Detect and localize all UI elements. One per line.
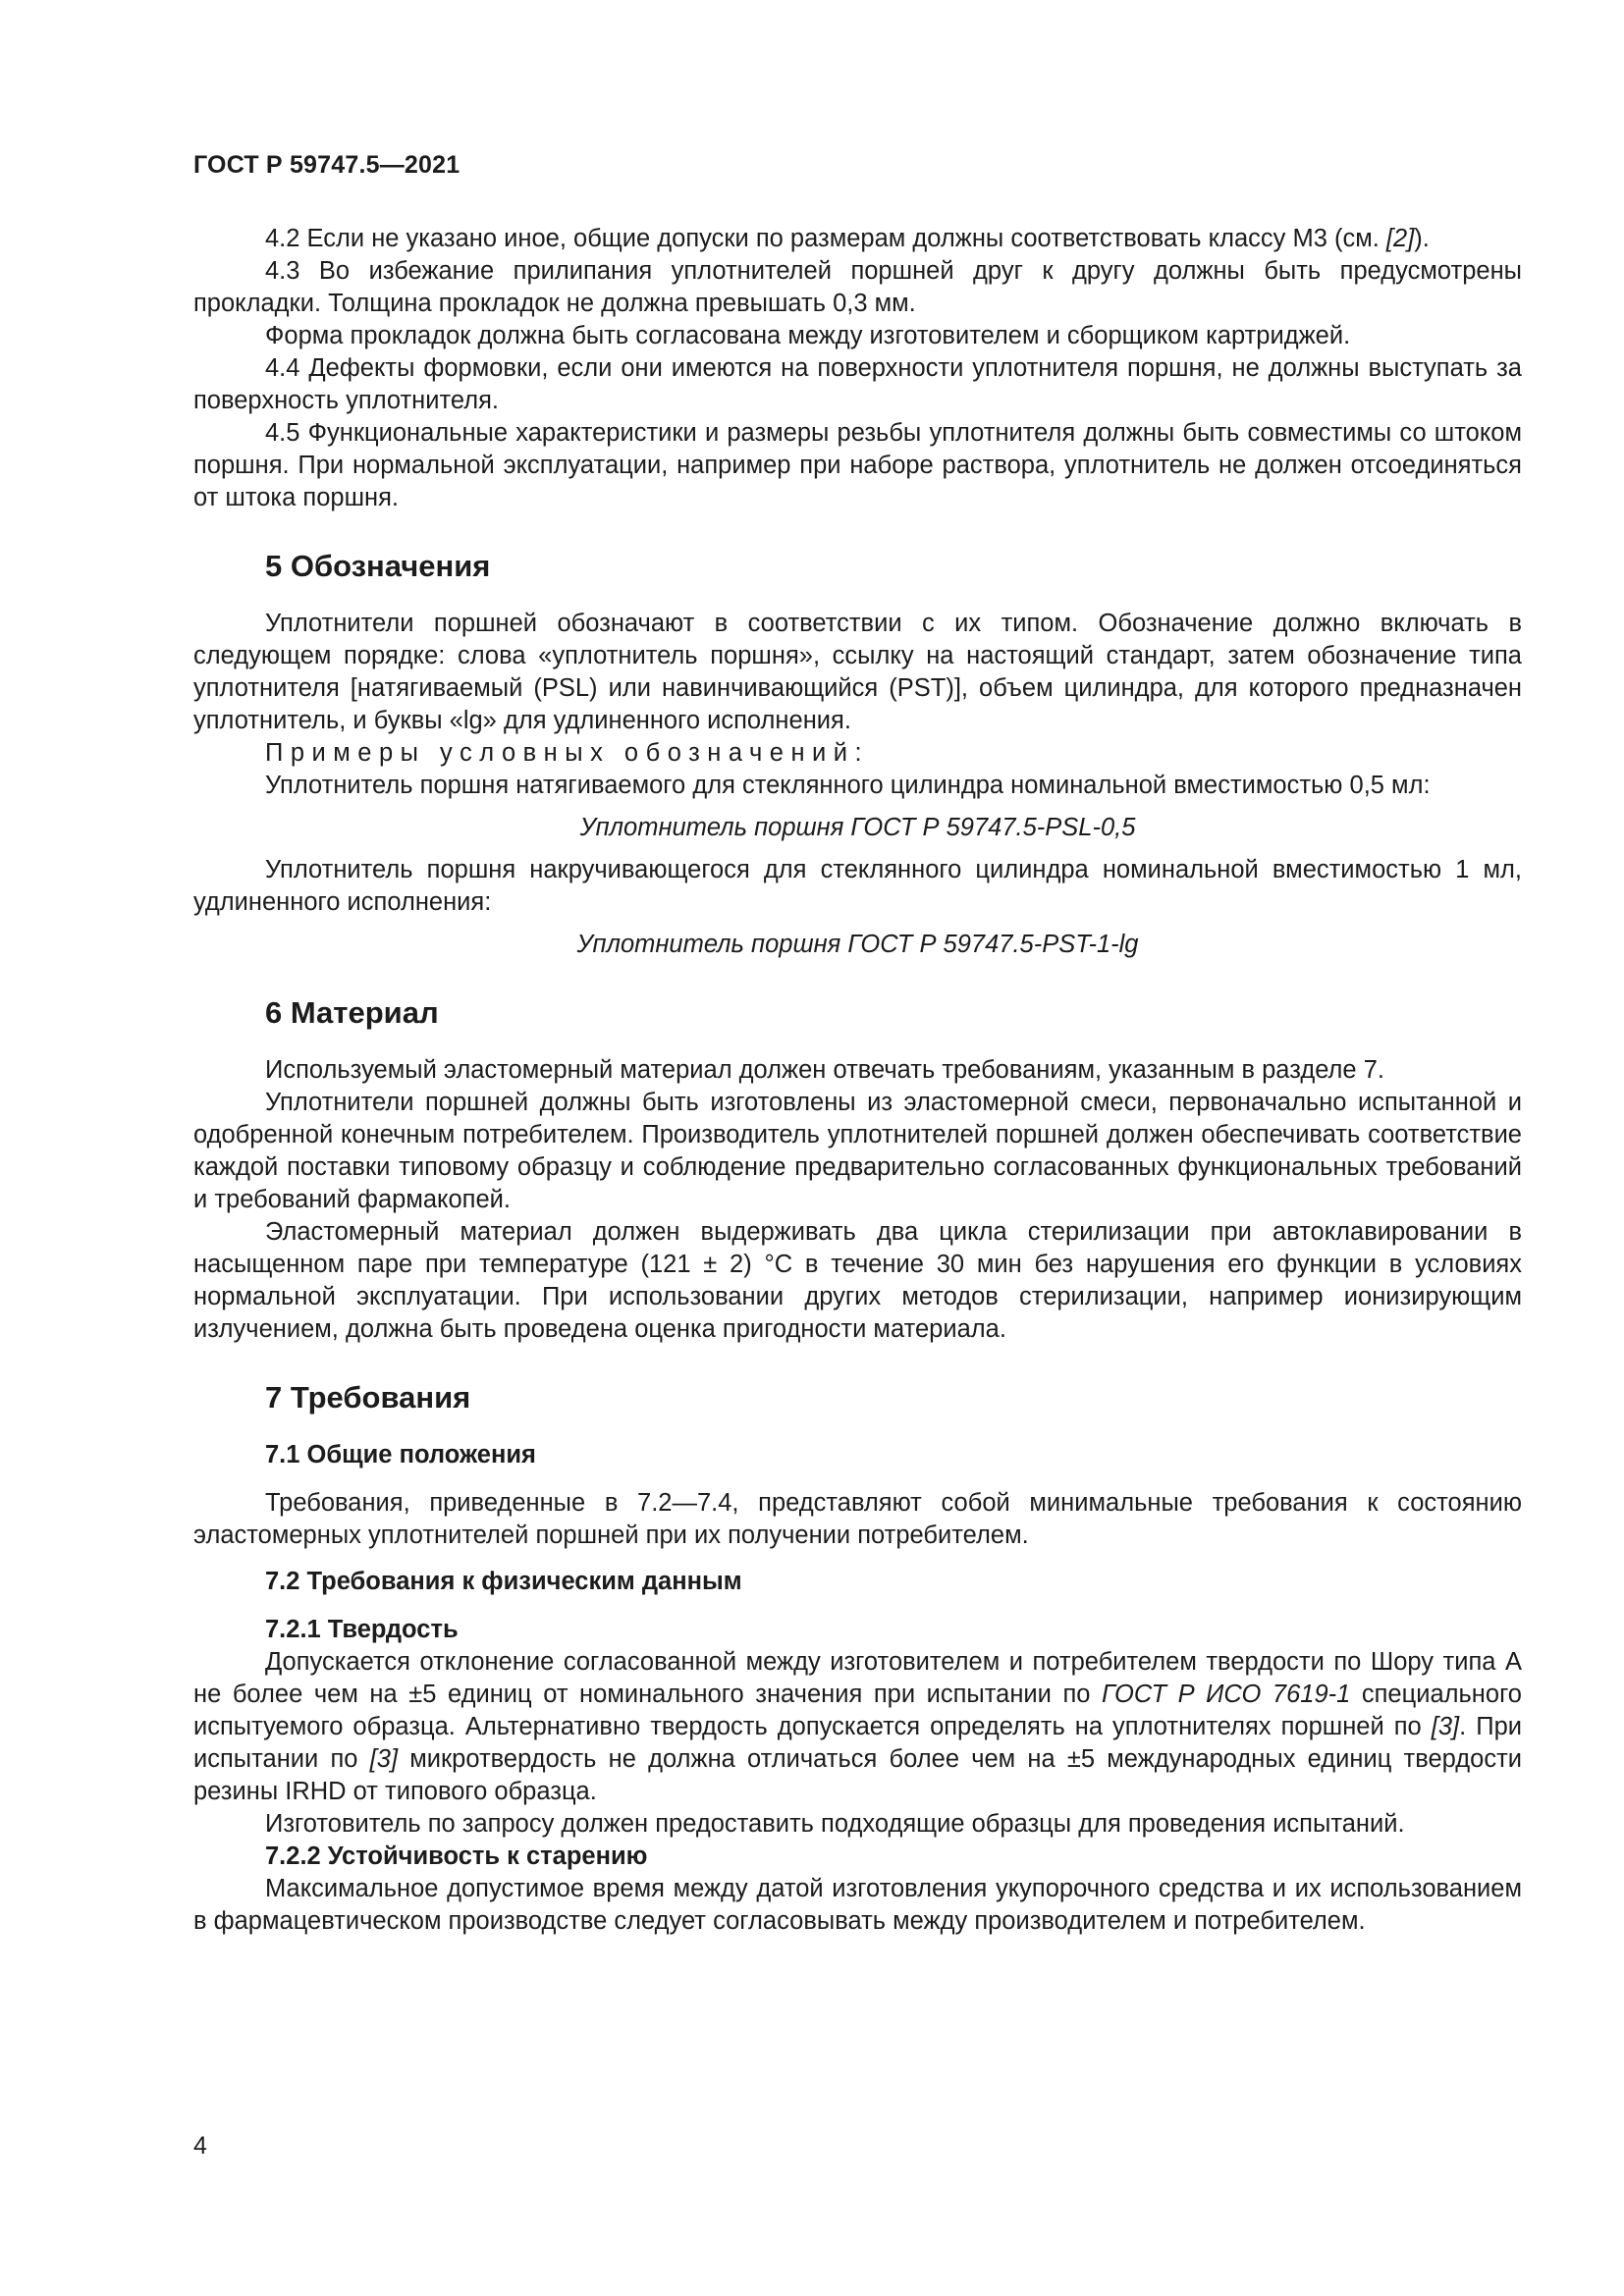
- section-7-2-1-paragraph-2: Изготовитель по запросу должен предоставить подходящие образцы для проведения испытаний.: [265, 1810, 1405, 1838]
- reference-3-second: [3]: [369, 1745, 399, 1773]
- section-7-title: 7 Требования: [265, 1380, 471, 1415]
- section-7-1-title: 7.1 Общие положения: [265, 1441, 536, 1468]
- section-5-title: 5 Обозначения: [265, 549, 491, 583]
- section-6-paragraph-1: Используемый эластомерный материал должен отвечать требованиям, указанным в разделе 7.: [265, 1056, 1384, 1084]
- section-6-title: 6 Материал: [265, 995, 439, 1030]
- example-1-description: Уплотнитель поршня натягиваемого для стеклянного цилиндра номинальной вместимостью 0,5 мл:: [265, 772, 1431, 799]
- section-5-paragraph: Уплотнители поршней обозначают в соответствии с их типом. Обозначение должно включать в следующем порядке: слова «уплотнитель поршня», ссылку на настоящий стандарт, затем обозначение типа уплотнителя [натягиваемый (PSL) или навинчивающийся (PST)], объем цилиндра, для которого предназначен уплотнитель, и буквы «lg» для удлиненного исполнения.: [193, 610, 1522, 734]
- hardness-text-a: Допускается отклонение согласованной между изготовителем и потребителем твердости по Шору типа А не более чем на ±5 единиц от номинального значения при испытании по: [193, 1648, 1522, 1708]
- paragraph-4-5: 4.5 Функциональные характеристики и размеры резьбы уплотнителя должны быть совместимы со штоком поршня. При нормальной эксплуатации, например при наборе раствора, уплотнитель не должен отсоединяться от штока поршня.: [193, 419, 1522, 511]
- section-7-1-paragraph: Требования, приведенные в 7.2—7.4, представляют собой минимальные требования к состоянию эластомерных уплотнителей поршней при их получении потребителем.: [193, 1489, 1522, 1549]
- section-7-2-2-paragraph: Максимальное допустимое время между датой изготовления укупорочного средства и их использованием в фармацевтическом производстве следует согласовывать между производителем и потребителем.: [193, 1875, 1522, 1935]
- section-7-2-1-title: 7.2.1 Твердость: [265, 1616, 459, 1643]
- example-2-description: Уплотнитель поршня накручивающегося для стеклянного цилиндра номинальной вместимостью 1 мл, удлиненного исполнения:: [193, 856, 1522, 916]
- hardness-text-b: специального испытуемого образца. Альтернативно твердость допускается определять на уплотнителях поршней по: [193, 1681, 1522, 1740]
- section-7-2-2-title: 7.2.2 Устойчивость к старению: [265, 1842, 648, 1870]
- reference-2: [2]: [1385, 225, 1415, 252]
- section-7-2-1-paragraph: [193, 1646, 1522, 1808]
- standard-header: ГОСТ Р 59747.5—2021: [193, 151, 460, 179]
- paragraph-4-2: [193, 223, 1522, 255]
- section-6-paragraph-2: Уплотнители поршней должны быть изготовлены из эластомерной смеси, первоначально испытанной и одобренной конечным потребителем. Производитель уплотнителей поршней должен обеспечивать соответствие каждой поставки типовому образцу и соблюдение предварительно согласованных функциональных требований и требований фармакопей.: [193, 1089, 1522, 1213]
- hardness-text-c: . При испытании по: [193, 1713, 1522, 1773]
- examples-label: Примеры условных обозначений:: [265, 739, 870, 767]
- page-number: 4: [193, 2132, 207, 2160]
- paragraph-4-3-gasket-shape: Форма прокладок должна быть согласована между изготовителем и сборщиком картриджей.: [265, 322, 1351, 349]
- hardness-text-d: микротвердость не должна отличаться более чем на ±5 международных единиц твердости резины IRHD от типового образца.: [193, 1745, 1522, 1805]
- example-2-designation: Уплотнитель поршня ГОСТ Р 59747.5-PST-1-lg: [576, 931, 1139, 958]
- reference-gost-iso-7619-1: ГОСТ Р ИСО 7619-1: [1102, 1681, 1351, 1708]
- paragraph-4-2-text: 4.2 Если не указано иное, общие допуски по размерам должны соответствовать классу М3 (см.: [265, 225, 1386, 252]
- example-1-designation: Уплотнитель поршня ГОСТ Р 59747.5-PSL-0,5: [579, 814, 1136, 841]
- paragraph-4-2-end: ).: [1414, 225, 1430, 252]
- paragraph-4-4: 4.4 Дефекты формовки, если они имеются на поверхности уплотнителя поршня, не должны выступать за поверхность уплотнителя.: [193, 354, 1522, 414]
- paragraph-4-3: 4.3 Во избежание прилипания уплотнителей поршней друг к другу должны быть предусмотрены прокладки. Толщина прокладок не должна превышать 0,3 мм.: [193, 257, 1522, 317]
- page-content: [193, 223, 1522, 1938]
- reference-3: [3]: [1431, 1713, 1460, 1740]
- section-7-2-title: 7.2 Требования к физическим данным: [265, 1568, 742, 1595]
- section-6-paragraph-3: Эластомерный материал должен выдерживать два цикла стерилизации при автоклавировании в насыщенном паре при температуре (121 ± 2) °С в течение 30 мин без нарушения его функции в условиях нормальной эксплуатации. При использовании других методов стерилизации, например ионизирующим излучением, должна быть проведена оценка пригодности материала.: [193, 1218, 1522, 1343]
